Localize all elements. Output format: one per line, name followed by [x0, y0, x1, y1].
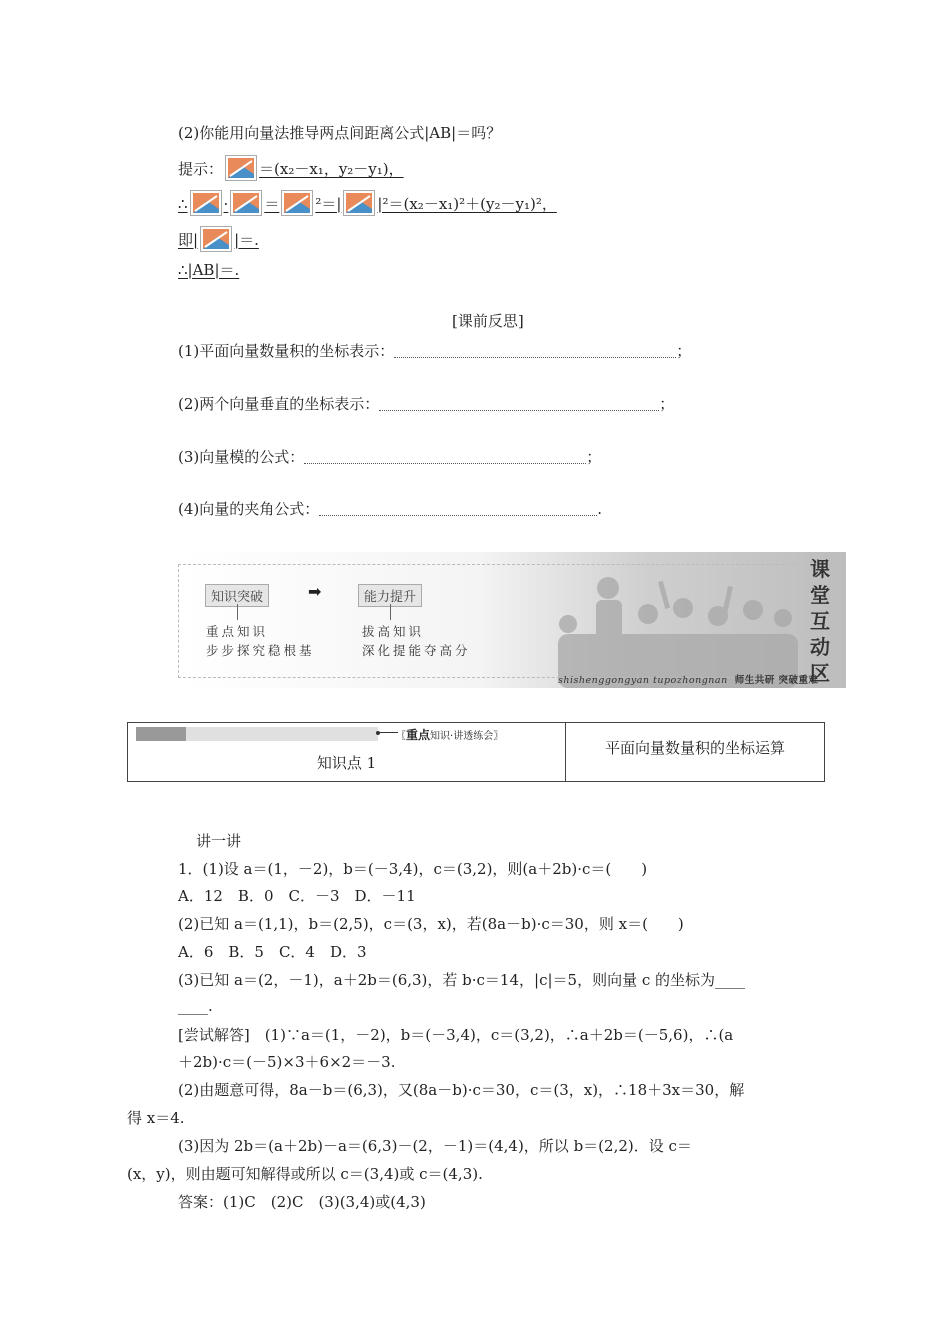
vector-image-icon	[225, 155, 257, 181]
reflection-item-end: ；	[659, 395, 675, 413]
decorative-bar	[136, 727, 378, 741]
hint-label: 提示：	[178, 160, 224, 178]
focus-tag-rest: 知识·讲透练会	[430, 731, 494, 742]
focus-tag: 〖重点知识·讲透练会〗	[396, 728, 504, 742]
connector-line	[390, 604, 391, 620]
knowledge-breakthrough-tag: 知识突破	[205, 584, 269, 607]
final-answer: 答案：(1)C (2)C (3)(3,4)或(4,3)	[178, 1193, 426, 1211]
focus-tag-bold: 重点	[406, 728, 431, 742]
knowledge-point-title: 平面向量数量积的坐标运算	[604, 739, 785, 757]
vector-image-icon	[343, 190, 375, 216]
knowledge-point-table	[127, 722, 825, 782]
left-line-1: 重点知识	[206, 624, 269, 639]
therefore-line	[178, 190, 557, 216]
answer-blank[interactable]	[304, 449, 586, 464]
reflection-item-end: ；	[676, 342, 692, 360]
reflection-item-3	[178, 447, 601, 467]
reflection-item-label: (3)向量模的公式：	[178, 448, 305, 466]
arrow-right-icon: ➡	[308, 582, 322, 601]
knowledge-point-left-cell	[128, 723, 566, 781]
question-1-1: 1．(1)设 a＝(1，－2)，b＝(－3,4)，c＝(3,2)，则(a＋2b)·c＝( )	[178, 860, 648, 878]
question-1-2-options: A．6 B．5 C．4 D．3	[178, 943, 367, 961]
ability-improvement-tag: 能力提升	[358, 584, 422, 607]
reflection-item-1	[178, 341, 691, 361]
classroom-banner	[178, 552, 846, 688]
answer-2-line-2: 得 x＝4.	[127, 1109, 185, 1127]
answer-3-line-2: (x，y)，则由题可知解得或所以 c＝(3,4)或 c＝(4,3).	[127, 1165, 483, 1183]
dot-operator: ·	[223, 195, 229, 213]
banner-subtitle: 师生共研 突破重难	[734, 675, 819, 686]
right-line-1: 拔高知识	[362, 624, 425, 639]
connector-line	[237, 604, 238, 620]
question-1-3: (3)已知 a＝(2，－1)，a＋2b＝(6,3)，若 b·c＝14，|c|＝5，则向量 c 的坐标为____	[178, 971, 746, 989]
equals-sign: ＝	[264, 195, 280, 213]
reflection-item-label: (2)两个向量垂直的坐标表示：	[178, 395, 380, 413]
reflection-item-label: (1)平面向量数量积的坐标表示：	[178, 342, 395, 360]
question-1-1-options: A．12 B．0 C．－3 D．－11	[178, 887, 416, 905]
therefore-symbol: ∴	[178, 195, 188, 213]
question-1-2: (2)已知 a＝(1,1)，b＝(2,5)，c＝(3，x)，若(8a－b)·c＝30，则 x＝( )	[178, 915, 684, 933]
ji-line	[178, 226, 259, 252]
reflection-item-4	[178, 499, 602, 519]
right-line-2: 深化提能夺高分	[362, 643, 471, 658]
vector-image-icon	[190, 190, 222, 216]
pinyin-text: shishenggongyan tupozhongnan	[558, 675, 728, 686]
reflection-item-label: (4)向量的夹角公式：	[178, 500, 320, 518]
hint-line	[178, 155, 404, 181]
question-2-text: (2)你能用向量法推导两点间距离公式|AB|＝吗？	[178, 124, 502, 142]
vector-image-icon	[230, 190, 262, 216]
answer-2-line-1: (2)由题意可得，8a－b＝(6,3)，又(8a－b)·c＝30，c＝(3，x)，∴18＋3x＝30，解	[178, 1081, 745, 1099]
reflection-item-end: ；	[586, 448, 602, 466]
ji-prefix: 即|	[178, 231, 199, 249]
left-line-2: 步步探究稳根基	[206, 643, 315, 658]
hint-expression: ＝(x₂－x₁，y₂－y₁)，	[259, 160, 404, 178]
banner-vertical-title: 课堂互动区	[810, 557, 830, 685]
answer-1-line-1: [尝试解答] (1)∵a＝(1，－2)，b＝(－3,4)，c＝(3,2)，∴a＋2b＝(－5,6)，∴(a	[178, 1026, 734, 1044]
answer-blank[interactable]	[379, 396, 659, 411]
squared-equals: ²＝|	[315, 195, 342, 213]
banner-dashed-frame	[178, 564, 799, 678]
reflection-title: [课前反思]	[452, 312, 524, 330]
distance-expansion: |²＝(x₂－x₁)²＋(y₂－y₁)²，	[377, 195, 557, 213]
reflection-item-2	[178, 394, 674, 414]
knowledge-point-label: 知识点 1	[316, 754, 377, 772]
answer-3-line-1: (3)因为 2b＝(a＋2b)－a＝(6,3)－(2，－1)＝(4,4)，所以 b＝(2,2)．设 c＝	[178, 1137, 692, 1155]
vector-image-icon	[281, 190, 313, 216]
ji-suffix: |＝.	[234, 231, 259, 249]
banner-pinyin	[558, 672, 819, 686]
answer-blank[interactable]	[319, 501, 597, 516]
final-conclusion: ∴|AB|＝.	[178, 261, 240, 279]
reflection-item-end: .	[597, 500, 603, 518]
answer-blank[interactable]	[394, 343, 676, 358]
answer-1-line-2: ＋2b)·c＝(－5)×3＋6×2＝－3.	[178, 1053, 396, 1071]
question-1-3-continuation: ____.	[178, 997, 213, 1015]
lecture-heading: 讲一讲	[196, 832, 242, 850]
vector-image-icon	[200, 226, 232, 252]
